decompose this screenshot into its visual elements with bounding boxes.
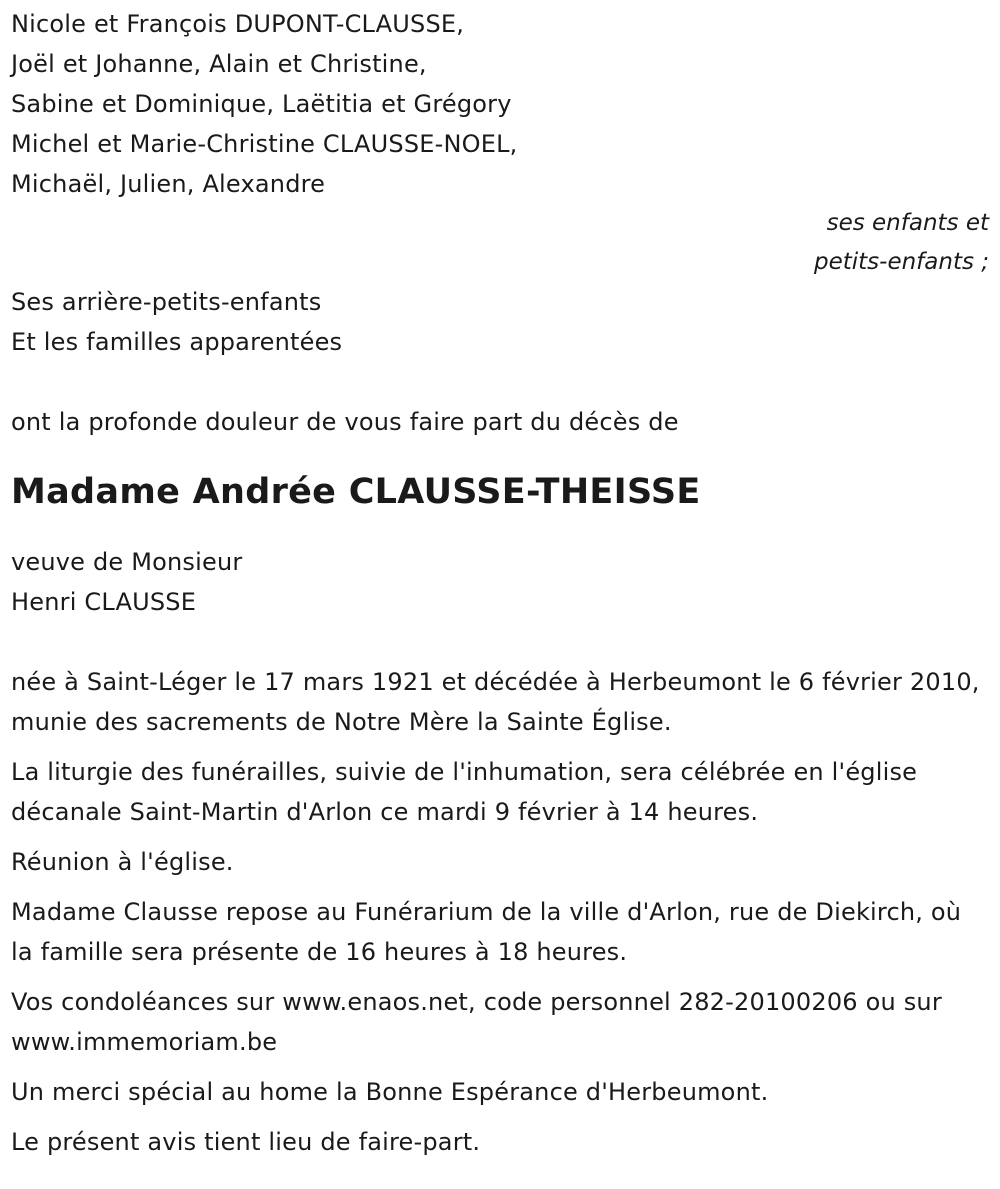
family-line: Joël et Johanne, Alain et Christine,: [11, 50, 427, 78]
notice-paragraph: Le présent avis tient lieu de faire-part.: [11, 1128, 481, 1156]
spacer: [11, 622, 991, 662]
spouse-line: veuve de Monsieur: [11, 548, 243, 576]
family-line: Sabine et Dominique, Laëtitia et Grégory: [11, 90, 512, 118]
family-line: Nicole et François DUPONT-CLAUSSE,: [11, 10, 465, 38]
thanks-paragraph: Un merci spécial au home la Bonne Espérance d'Herbeumont.: [11, 1078, 769, 1106]
funeral-paragraph: La liturgie des funérailles, suivie de l'inhumation, sera célébrée en l'église décanale Saint-Martin d'Arlon ce mardi 9 février à 14 heures.: [11, 758, 918, 826]
funerarium-paragraph: Madame Clausse repose au Funérarium de la ville d'Arlon, rue de Diekirch, où la famille sera présente de 16 heures à 18 heures.: [11, 898, 962, 966]
details-section: [11, 662, 991, 1162]
extended-family-line: Ses arrière-petits-enfants: [11, 288, 322, 316]
birth-death-paragraph: née à Saint-Léger le 17 mars 1921 et décédée à Herbeumont le 6 février 2010, munie des sacrements de Notre Mère la Sainte Église.: [11, 668, 980, 736]
spouse-line: Henri CLAUSSE: [11, 588, 197, 616]
family-list: [11, 4, 991, 204]
spacer: [11, 442, 991, 462]
spacer: [11, 362, 991, 402]
obituary-notice: [11, 4, 991, 1172]
relation-note: [11, 204, 991, 282]
announcement-text: ont la profonde douleur de vous faire part du décès de: [11, 408, 679, 436]
spouse-info: [11, 542, 991, 622]
deceased-name: Madame Andrée CLAUSSE-THEISSE: [11, 472, 701, 512]
relation-line: ses enfants et: [826, 210, 989, 236]
relation-line: petits-enfants ;: [813, 249, 989, 275]
extended-family-line: Et les familles apparentées: [11, 328, 343, 356]
extended-family: [11, 282, 991, 362]
condolences-paragraph: Vos condoléances sur www.enaos.net, code personnel 282-20100206 ou sur www.immemoriam.be: [11, 988, 942, 1056]
family-line: Michaël, Julien, Alexandre: [11, 170, 326, 198]
spacer: [11, 522, 991, 542]
meeting-paragraph: Réunion à l'église.: [11, 848, 234, 876]
family-line: Michel et Marie-Christine CLAUSSE-NOEL,: [11, 130, 518, 158]
